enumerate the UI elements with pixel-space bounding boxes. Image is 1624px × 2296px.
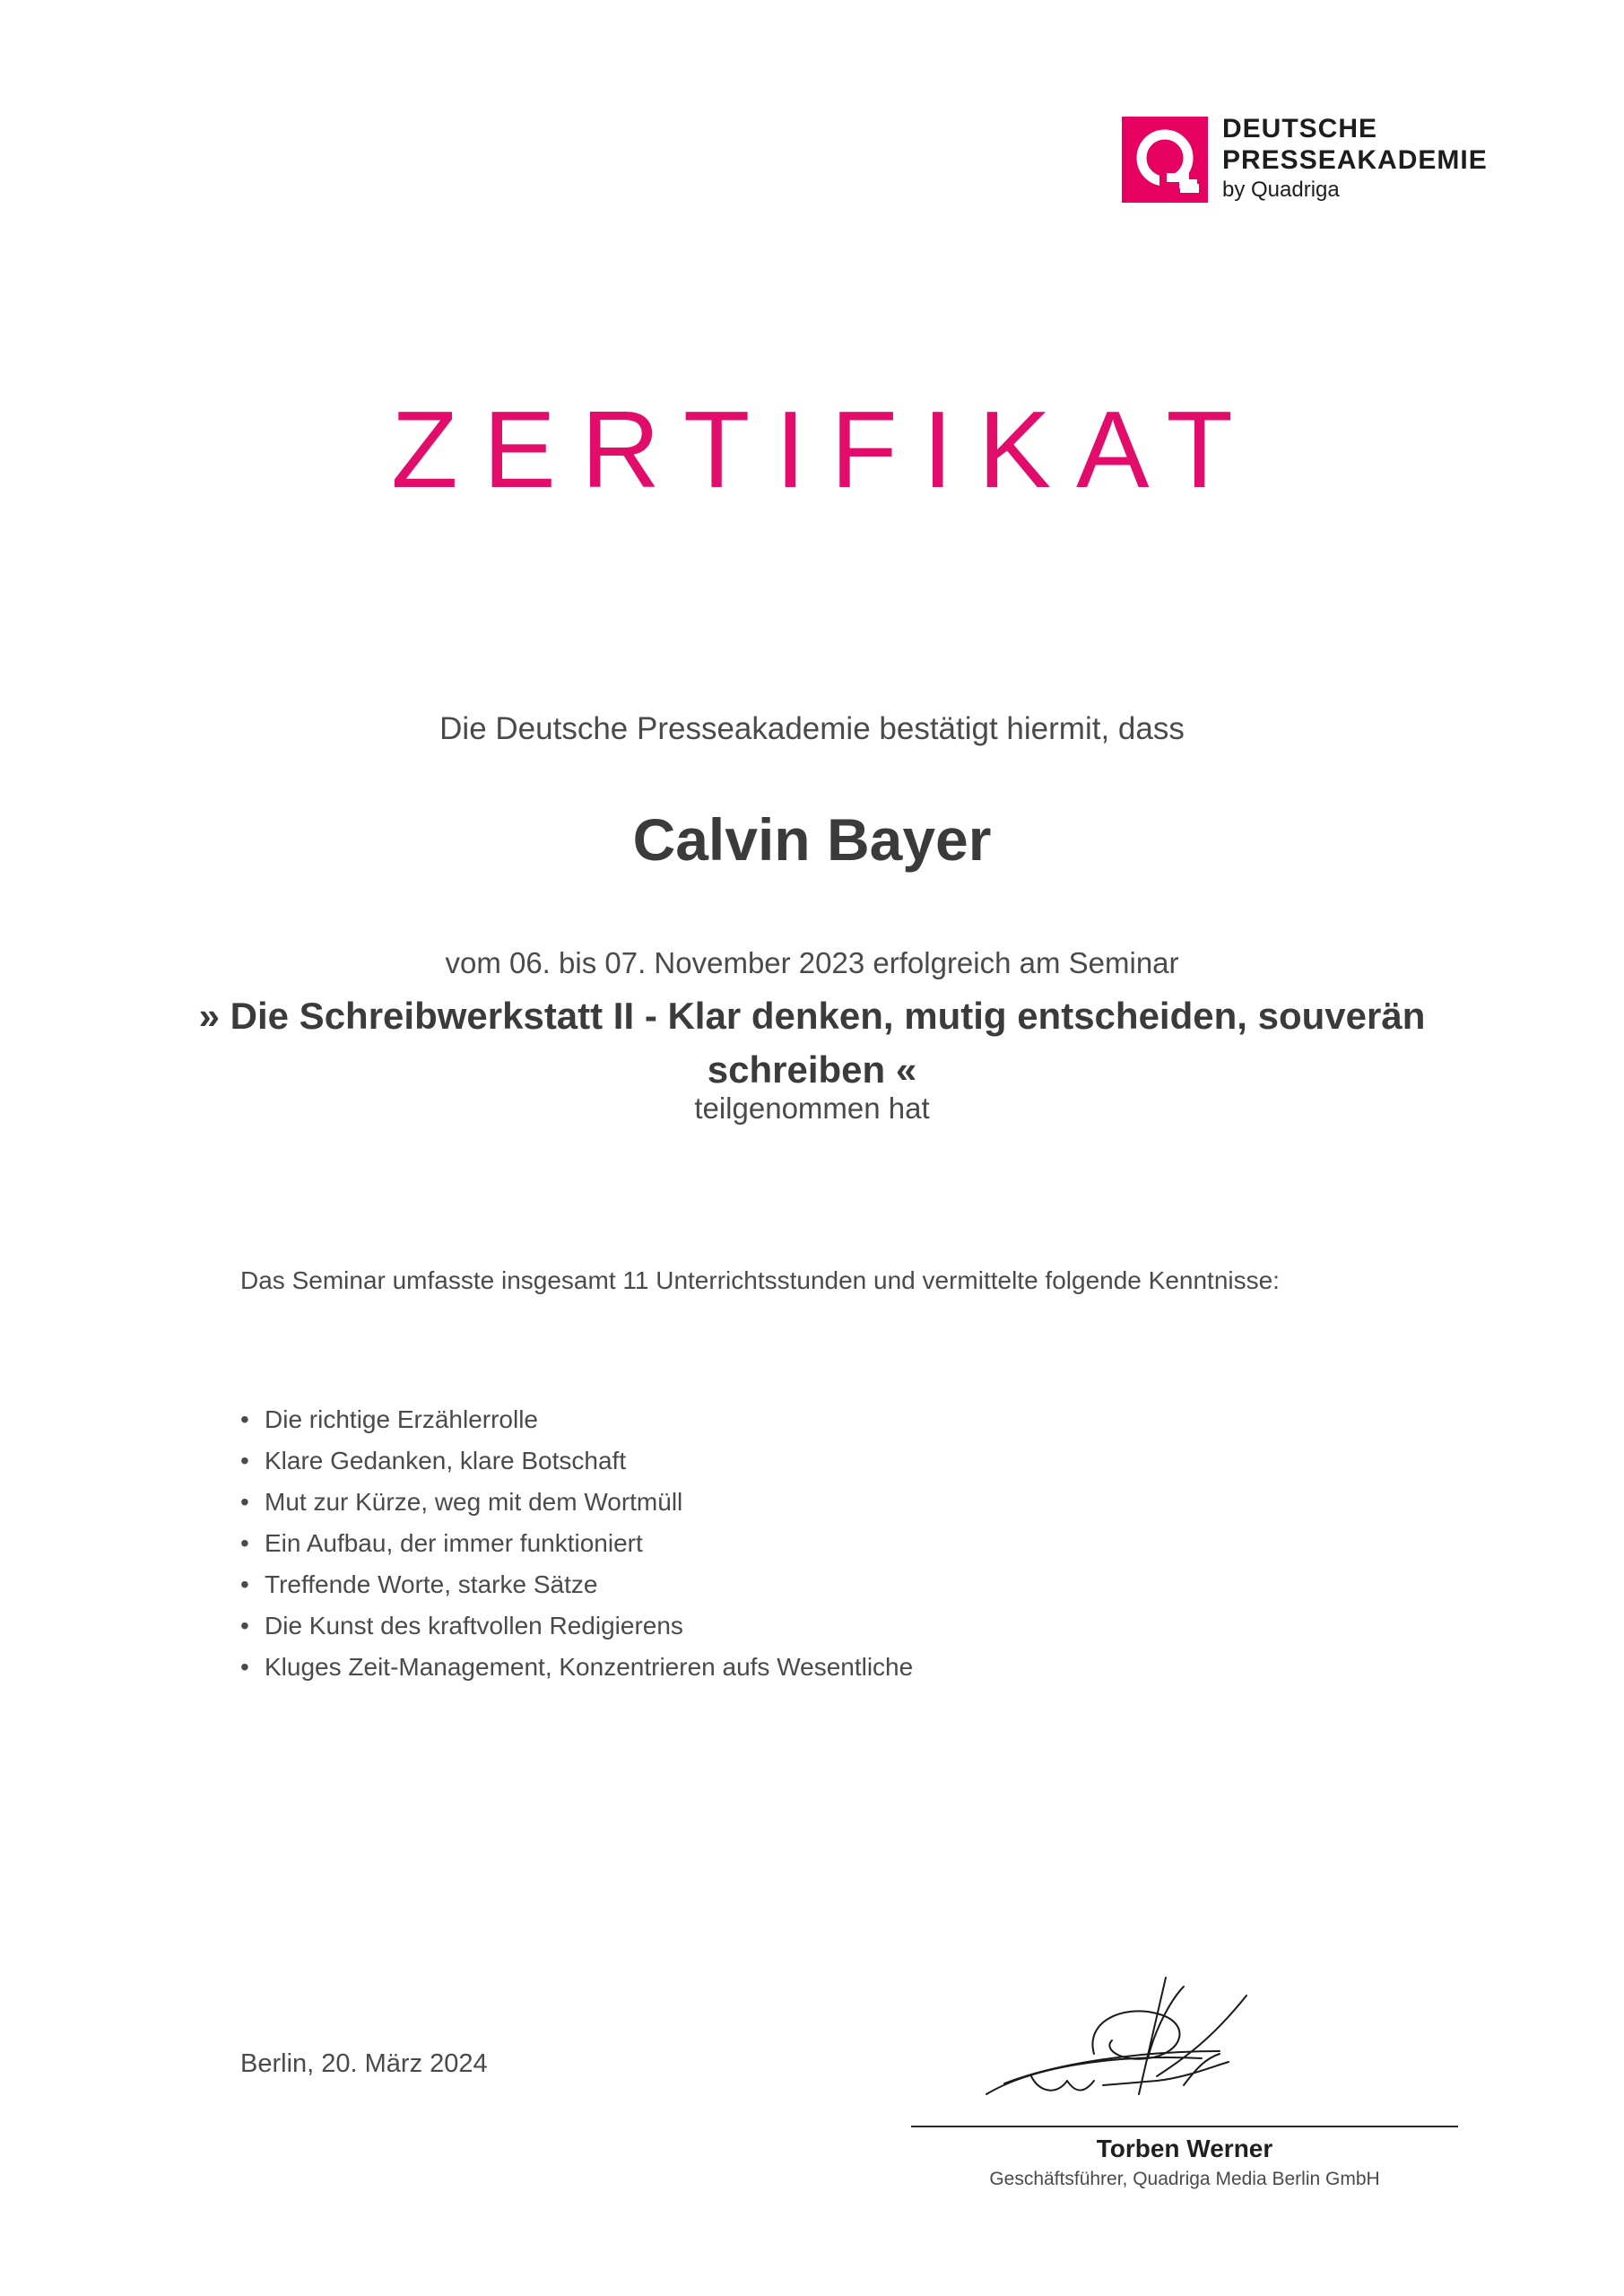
logo-line-presseakademie: PRESSEAKADEMIE (1222, 145, 1488, 175)
topics-list (240, 1399, 913, 1688)
recipient-name: Calvin Bayer (632, 806, 992, 873)
academy-logo (1122, 114, 1525, 206)
place-and-date: Berlin, 20. März 2024 (240, 2049, 488, 2078)
list-item: • Die richtige Erzählerrolle (240, 1399, 913, 1440)
signer-role: Geschäftsführer, Quadriga Media Berlin GmbH (989, 2169, 1380, 2189)
bullet-icon: • (240, 1612, 249, 1639)
list-item: • Kluges Zeit-Management, Konzentrieren aufs Wesentliche (240, 1647, 913, 1688)
logo-line-deutsche: DEUTSCHE (1222, 114, 1378, 144)
logo-line-by-quadriga: by Quadriga (1222, 178, 1340, 202)
quadriga-q-icon (1122, 117, 1208, 203)
list-item: • Die Kunst des kraftvollen Redigierens (240, 1605, 913, 1647)
bullet-icon: • (240, 1447, 249, 1474)
list-item: • Ein Aufbau, der immer funktioniert (240, 1523, 913, 1564)
seminar-date-line: vom 06. bis 07. November 2023 erfolgreich am Seminar (445, 946, 1179, 979)
logo-wordmark (1222, 113, 1488, 204)
seminar-title: » Die Schreibwerkstatt II - Klar denken, mutig entscheiden, souverän schreiben « (198, 995, 1426, 1091)
bullet-icon: • (240, 1405, 249, 1433)
signature-line (911, 2126, 1458, 2127)
participation-text: teilgenommen hat (694, 1091, 930, 1125)
bullet-icon: • (240, 1653, 249, 1681)
seminar-summary: Das Seminar umfasste insgesamt 11 Unterrichtsstunden und vermittelte folgende Kenntnisse: (240, 1266, 1280, 1294)
bullet-icon: • (240, 1488, 249, 1516)
signer-name: Torben Werner (1096, 2135, 1273, 2162)
certificate-title: ZERTIFIKAT (391, 388, 1258, 510)
bullet-icon: • (240, 1570, 249, 1598)
bullet-icon: • (240, 1529, 249, 1557)
handwritten-signature (977, 1969, 1282, 2103)
list-item: • Treffende Worte, starke Sätze (240, 1564, 913, 1605)
list-item: • Mut zur Kürze, weg mit dem Wortmüll (240, 1482, 913, 1523)
intro-text: Die Deutsche Presseakademie bestätigt hiermit, dass (439, 711, 1185, 746)
list-item: • Klare Gedanken, klare Botschaft (240, 1440, 913, 1482)
